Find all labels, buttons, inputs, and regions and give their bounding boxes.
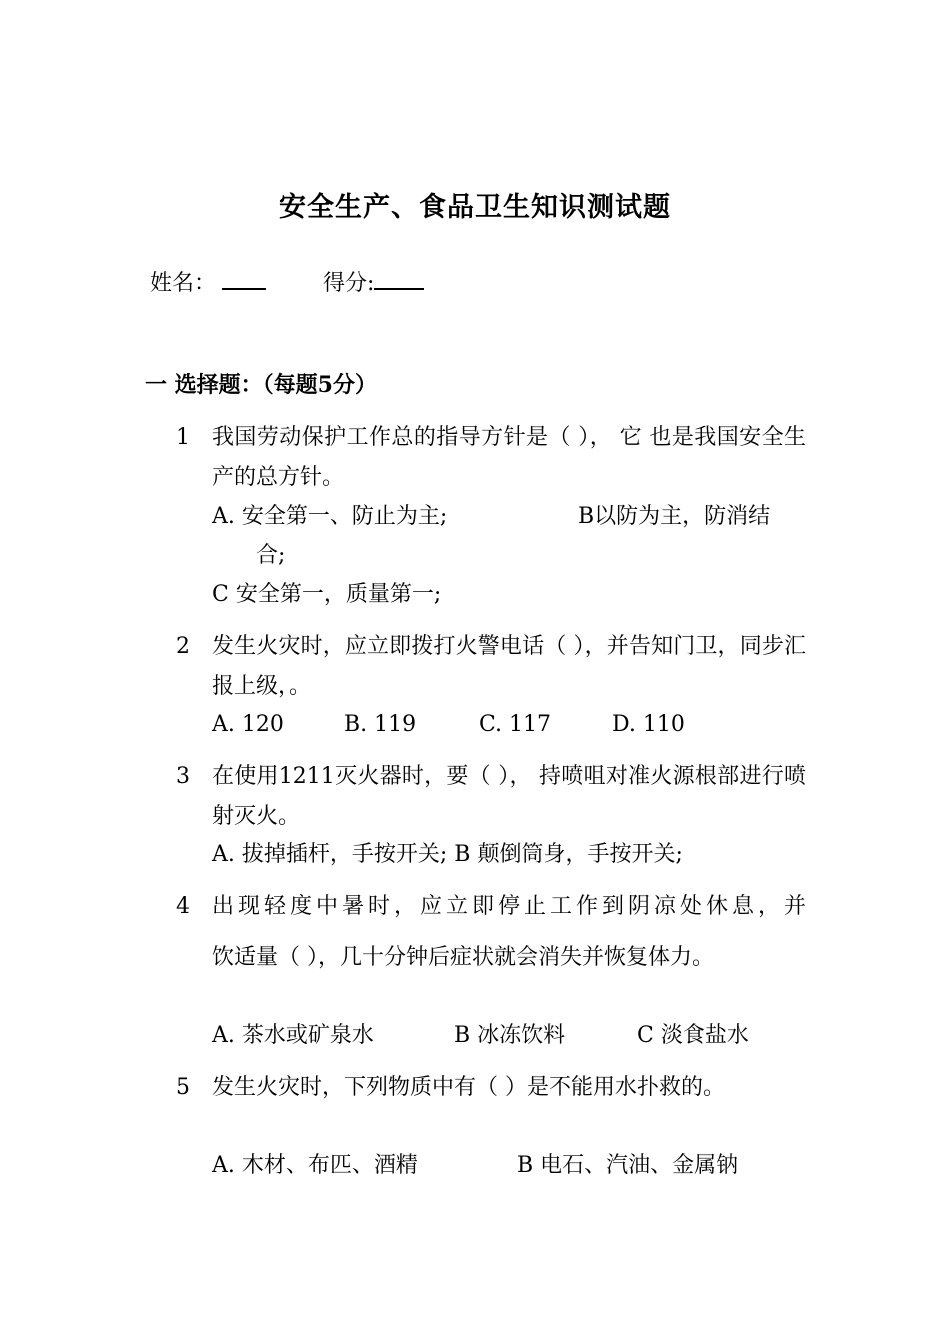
question-number: 1: [176, 425, 190, 450]
section-heading: 一 选择题：（每题5分）: [145, 372, 377, 398]
question-number: 5: [176, 1075, 190, 1100]
score-field: [323, 266, 424, 297]
option-b: B 冰冻饮料: [454, 1023, 566, 1048]
question-text: 发生火灾时，应立即拨打火警电话（ ），并告知门卫，同步汇报上级，。: [212, 634, 806, 699]
question-number: 2: [176, 634, 190, 659]
question-4-continued: [176, 938, 806, 978]
option-a: A. 拔掉插杆，手按开关; B 颠倒筒身，手按开关;: [212, 842, 683, 867]
question-text: 在使用1211灭火器时，要（ ）， 持喷咀对准火源根部进行喷射灭火。: [212, 764, 806, 829]
option-b: B 电石、汽油、金属钠: [517, 1153, 739, 1178]
question-1: [176, 418, 806, 498]
option-c: C 淡食盐水: [637, 1023, 749, 1048]
question-number: 4: [176, 894, 190, 919]
question-text: 饮适量（ ），几十分钟后症状就会消失并恢复体力。: [212, 945, 714, 970]
option-a: A. 木材、布匹、酒精: [212, 1153, 418, 1178]
option-d: D. 110: [612, 712, 685, 737]
score-label: 得分:: [323, 271, 375, 296]
name-blank[interactable]: [222, 268, 266, 290]
option-b: B. 119: [344, 712, 417, 737]
option-c: C. 117: [479, 712, 552, 737]
name-field: [150, 266, 266, 297]
question-text-line1: 出现轻度中暑时，应立即停止工作到阴凉处休息，并: [212, 894, 806, 919]
name-label: 姓名：: [150, 271, 217, 296]
question-text: 我国劳动保护工作总的指导方针是（ ）， 它 也是我国安全生产的总方针。: [212, 425, 806, 490]
option-a: A. 120: [212, 712, 284, 737]
question-2: [176, 627, 806, 707]
question-5: [176, 1068, 806, 1108]
question-text: 发生火灾时，下列物质中有（ ）是不能用水扑救的。: [212, 1075, 725, 1100]
option-b: B以防为主，防消结: [578, 504, 771, 529]
page-title: 安全生产、食品卫生知识测试题: [279, 192, 671, 223]
option-a: A. 茶水或矿泉水: [212, 1023, 374, 1048]
question-4: [176, 887, 806, 927]
score-blank[interactable]: [374, 268, 424, 290]
question-3: [176, 757, 806, 837]
option-b-continued: 合;: [256, 543, 286, 568]
option-a: A. 安全第一、防止为主;: [212, 504, 448, 529]
question-number: 3: [176, 764, 190, 789]
option-c: C 安全第一，质量第一;: [212, 582, 442, 607]
